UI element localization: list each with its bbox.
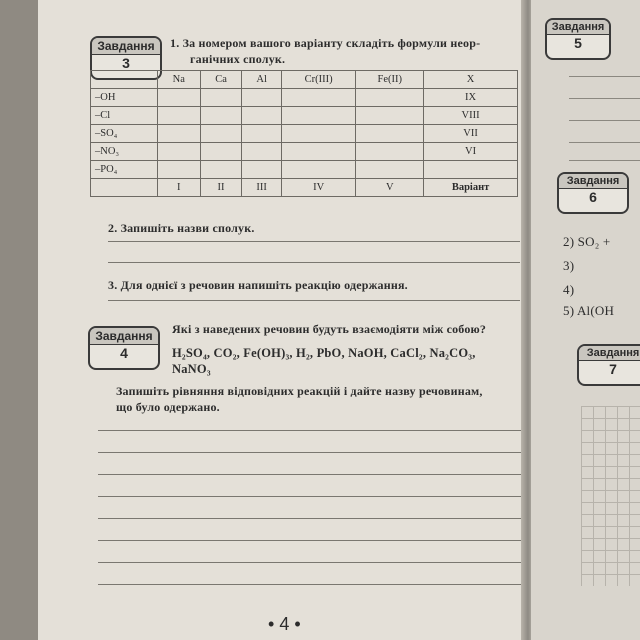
table-row-label: –NO₃ — [91, 143, 158, 161]
table-row-label: –Cl — [91, 107, 158, 125]
answer-line — [108, 241, 520, 242]
formula-table — [90, 70, 518, 197]
table-cell — [356, 161, 424, 179]
table-variant-cell: IX — [424, 89, 518, 107]
page-number — [268, 614, 301, 635]
answer-line — [108, 300, 520, 301]
table-footer-row — [91, 179, 518, 197]
table-cell — [242, 125, 281, 143]
answer-line — [98, 562, 530, 563]
table-footer-cell: I — [157, 179, 200, 197]
answer-line — [569, 120, 640, 121]
table-cell — [157, 125, 200, 143]
table-cell — [200, 125, 242, 143]
table-cell — [200, 143, 242, 161]
table-cell — [242, 161, 281, 179]
table-corner-cell — [91, 71, 158, 89]
table-cell — [281, 161, 356, 179]
table-cell — [157, 89, 200, 107]
right-item-3: 3) — [563, 258, 575, 273]
table-row — [91, 107, 518, 125]
table-row — [91, 161, 518, 179]
task-4-instruction-line1: Запишіть рівняння відповідних реакцій і дайте назву речовинам, — [116, 384, 483, 398]
table-variant-cell: VI — [424, 143, 518, 161]
left-page — [38, 0, 560, 640]
table-header-row — [91, 71, 518, 89]
answer-line — [98, 540, 530, 541]
table-cell — [281, 107, 356, 125]
table-cell — [157, 143, 200, 161]
task-3-question-line2: ганічних сполук. — [190, 52, 286, 66]
table-footer-cell: V — [356, 179, 424, 197]
table-cell — [356, 125, 424, 143]
page-number-value: 4 — [279, 614, 290, 634]
table-variant-cell — [424, 161, 518, 179]
table-cell — [242, 107, 281, 125]
table-cell — [281, 125, 356, 143]
bullet-icon: • — [294, 614, 301, 634]
task-7-number: 7 — [609, 361, 617, 377]
answer-line — [569, 98, 640, 99]
table-header-cell: Cr(III) — [281, 71, 356, 89]
table-cell — [281, 89, 356, 107]
table-row — [91, 143, 518, 161]
task-7-label: Завдання — [579, 346, 640, 361]
table-header-cell: Al — [242, 71, 281, 89]
table-cell — [157, 161, 200, 179]
table-cell — [356, 107, 424, 125]
table-cell — [200, 107, 242, 125]
table-row — [91, 125, 518, 143]
table-variant-cell: VII — [424, 125, 518, 143]
table-cell — [200, 89, 242, 107]
table-header-cell: Fe(II) — [356, 71, 424, 89]
answer-line — [108, 262, 520, 263]
table-cell — [242, 143, 281, 161]
table-cell — [281, 143, 356, 161]
answer-line — [98, 430, 530, 431]
right-item-2: 2) SO₂ + — [563, 234, 611, 249]
table-footer-cell: IV — [281, 179, 356, 197]
table-row-label: –SO₄ — [91, 125, 158, 143]
task-3-question-2: 2. Запишіть назви сполук. — [108, 221, 255, 235]
table-footer-cell: Варіант — [424, 179, 518, 197]
answer-line — [98, 518, 530, 519]
table-cell — [157, 107, 200, 125]
right-item-5: 5) Al(OH — [563, 303, 615, 318]
answer-grid — [581, 406, 640, 586]
table-row — [91, 89, 518, 107]
table-cell — [200, 161, 242, 179]
table-footer-cell: III — [242, 179, 281, 197]
table-header-cell: X — [424, 71, 518, 89]
task-3-number: 3 — [122, 55, 130, 71]
answer-line — [98, 496, 530, 497]
task-6-badge — [557, 172, 629, 214]
task-4-substances-line1: H₂SO₄, CO₂, Fe(OH)₃, H₂, PbO, NaOH, CaCl₂, Na₂CO₃, — [172, 346, 476, 360]
task-5-badge — [545, 18, 611, 60]
task-5-label: Завдання — [547, 20, 609, 35]
task-4-badge — [88, 326, 160, 370]
right-page — [531, 0, 640, 640]
task-3-question-3: 3. Для однієї з речовин напишіть реакцію одержання. — [108, 278, 408, 292]
answer-line — [569, 160, 640, 161]
answer-line — [569, 142, 640, 143]
task-4-instruction-line2: що було одержано. — [116, 400, 220, 414]
answer-line — [98, 584, 530, 585]
task-3-label: Завдання — [92, 38, 160, 55]
table-cell — [242, 89, 281, 107]
table-header-cell: Ca — [200, 71, 242, 89]
table-footer-cell: II — [200, 179, 242, 197]
task-4-question: Які з наведених речовин будуть взаємодіяти між собою? — [172, 322, 487, 336]
task-4-substances-line2: NaNO₃ — [172, 362, 211, 376]
task-6-label: Завдання — [559, 174, 627, 189]
bullet-icon: • — [268, 614, 275, 634]
table-cell — [356, 143, 424, 161]
answer-line — [569, 76, 640, 77]
task-3-question-line1: 1. За номером вашого варіанту складіть формули неор- — [170, 36, 481, 50]
task-4-label: Завдання — [90, 328, 158, 345]
task-4-number: 4 — [120, 345, 128, 361]
task-5-number: 5 — [574, 35, 582, 51]
table-row-label: –OH — [91, 89, 158, 107]
right-item-4: 4) — [563, 282, 575, 297]
task-6-number: 6 — [589, 189, 597, 205]
answer-line — [98, 474, 530, 475]
table-cell — [356, 89, 424, 107]
table-footer-cell — [91, 179, 158, 197]
answer-line — [98, 452, 530, 453]
table-row-label: –PO₄ — [91, 161, 158, 179]
task-7-badge — [577, 344, 640, 386]
table-header-cell: Na — [157, 71, 200, 89]
table-variant-cell: VIII — [424, 107, 518, 125]
